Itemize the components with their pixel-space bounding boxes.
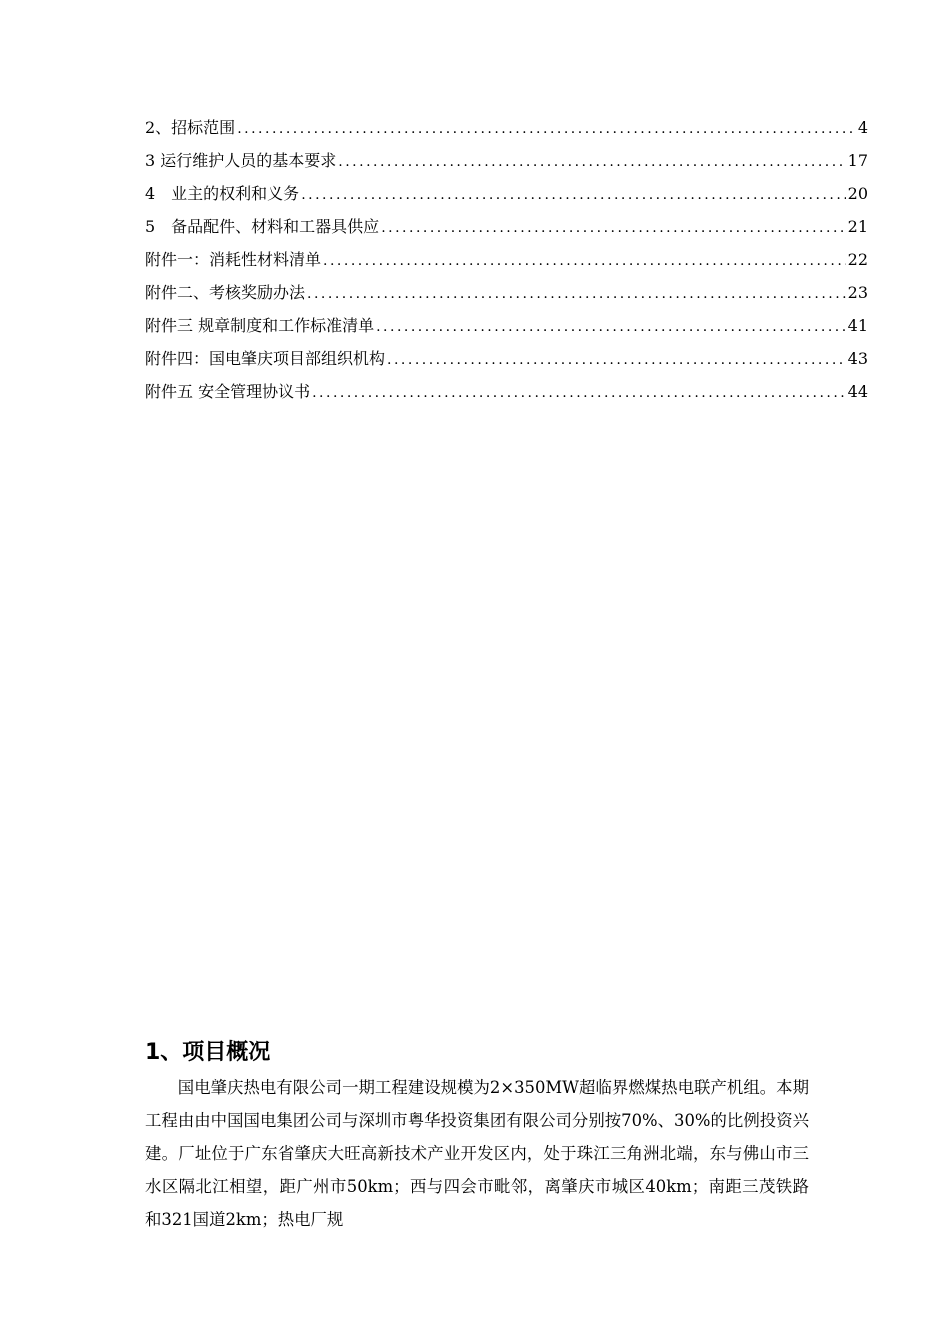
toc-entry-page: 41 (847, 316, 868, 335)
toc-entry-title: 4 业主的权利和义务 (145, 184, 300, 203)
section-paragraph: 国电肇庆热电有限公司一期工程建设规模为2×350MW超临界燃煤热电联产机组。本期工程由由中国国电集团公司与深圳市粤华投资集团有限公司分别按70%、30%的比例投资兴建。厂址位于广东省肇庆大旺高新技术产业开发区内，处于珠江三角洲北端，东与佛山市三水区隔北江相望，距广州市50km；西与四会市毗邻，离肇庆市城区40km；南距三茂铁路和321国道2km；热电厂规 (145, 1078, 809, 1229)
toc-entry-page: 20 (847, 184, 868, 203)
toc-entry-staff-requirements[interactable] (145, 148, 868, 181)
toc-entry-title: 2、招标范围 (145, 118, 236, 137)
toc-entry-title: 5 备品配件、材料和工器具供应 (145, 217, 380, 236)
toc-entry-appendix-3[interactable] (145, 313, 868, 346)
toc-entry-appendix-5[interactable] (145, 379, 868, 412)
toc-dot-leader (338, 149, 845, 175)
toc-entry-owner-rights[interactable] (145, 181, 868, 214)
toc-entry-page: 22 (847, 250, 868, 269)
toc-entry-title: 3 运行维护人员的基本要求 (145, 151, 337, 170)
toc-entry-page: 4 (857, 118, 868, 137)
toc-entry-page: 17 (847, 151, 868, 170)
toc-entry-title: 附件二、考核奖励办法 (145, 283, 306, 302)
toc-entry-title: 附件三 规章制度和工作标准清单 (145, 316, 375, 335)
toc-dot-leader (307, 281, 846, 307)
toc-entry-page: 23 (847, 283, 868, 302)
toc-entry-appendix-2[interactable] (145, 280, 868, 313)
toc-dot-leader (312, 380, 846, 406)
toc-entry-appendix-4[interactable] (145, 346, 868, 379)
toc-entry-spare-parts[interactable] (145, 214, 868, 247)
toc-entry-title: 附件一：消耗性材料清单 (145, 250, 322, 269)
table-of-contents (145, 115, 868, 412)
toc-entry-page: 21 (847, 217, 868, 236)
toc-dot-leader (237, 116, 856, 142)
toc-dot-leader (387, 347, 846, 373)
toc-dot-leader (376, 314, 846, 340)
toc-entry-appendix-1[interactable] (145, 247, 868, 280)
toc-entry-bidding-scope[interactable] (145, 115, 868, 148)
toc-entry-title: 附件五 安全管理协议书 (145, 382, 311, 401)
section-heading: 1、项目概况 (145, 1040, 271, 1065)
toc-entry-page: 44 (847, 382, 868, 401)
project-overview-section (145, 1035, 809, 1236)
toc-dot-leader (301, 182, 845, 208)
toc-dot-leader (323, 248, 846, 274)
toc-dot-leader (381, 215, 845, 241)
toc-entry-title: 附件四：国电肇庆项目部组织机构 (145, 349, 386, 368)
toc-entry-page: 43 (847, 349, 868, 368)
